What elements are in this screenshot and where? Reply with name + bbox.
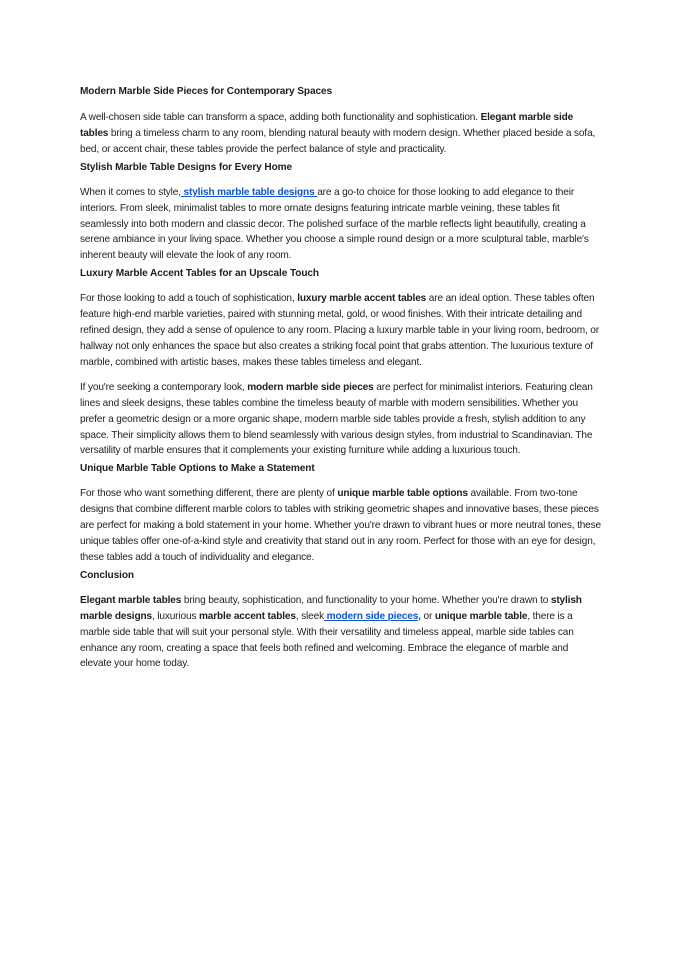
section-heading-stylish: Stylish Marble Table Designs for Every Home bbox=[80, 161, 293, 173]
luxury-bold-1: luxury marble accent tables bbox=[297, 293, 427, 305]
intro-bold-1: Elegant marble side tables bbox=[80, 112, 574, 139]
luxury-text-1: For those looking to add a touch of sophistication, bbox=[80, 293, 298, 305]
conclusion-bold-3: marble accent tables bbox=[198, 610, 296, 622]
stylish-text-2: are a go-to choice for those looking to add elegance to their interiors. From sleek, minimalist tables to more ornate designs featuring intricate marble veining, these tables fit seamlessly into both modern and classic decor. The polished surface of the marble reflects light beautifully, creating a serene ambiance in your living space. Whether you choose a simple round design or a more sculptural table, marble's inherent beauty will elevate the look of any room. bbox=[80, 186, 589, 262]
stylish-paragraph bbox=[80, 185, 602, 265]
conclusion-bold-4: unique marble table bbox=[434, 610, 528, 622]
luxury-text-2: are an ideal option. These tables often feature high-end marble varieties, paired with stunning metal, gold, or wood finishes. With their intricate detailing and refined design, they add a sense of opulence to any room. Placing a luxury marble table in your living room, bedroom, or hallway not only enhances the space but also creates a striking focal point that grabs attention. The luxurious texture of marble, combined with artistic bases, makes these tables timeless and elegant. bbox=[80, 293, 599, 368]
modern-text-1: If you're seeking a contemporary look, bbox=[80, 381, 248, 393]
conclusion-text-1: bring beauty, sophistication, and functionality to your home. Whether you're drawn to bbox=[181, 594, 551, 606]
stylish-marble-table-designs-link[interactable]: stylish marble table designs bbox=[180, 186, 318, 198]
conclusion-text-4: or bbox=[420, 610, 435, 622]
section-heading-conclusion: Conclusion bbox=[80, 569, 134, 581]
conclusion-text-3: , sleek bbox=[295, 610, 324, 622]
conclusion-bold-1: Elegant marble tables bbox=[80, 594, 182, 606]
conclusion-bold-2: stylish marble designs bbox=[80, 594, 582, 622]
intro-text-2: bring a timeless charm to any room, blending natural beauty with modern design. Whether placed beside a sofa, bed, or accent chair, these tables provide the perfect balance of style and practicality. bbox=[80, 127, 596, 155]
modern-text-2: are perfect for minimalist interiors. Featuring clean lines and sleek designs, these tables combine the timeless beauty of marble with modern sensibilities. Whether you prefer a geometric design or a more organic shape, modern marble side tables provide a fresh, stylish addition to any space. Their simplicity allows them to blend seamlessly with various design styles, from industrial to Scandinavian. The versatility of marble ensures that it complements your existing furniture while adding a luxurious touch. bbox=[80, 381, 593, 457]
intro-text-1: A well-chosen side table can transform a space, adding both functionality and sophistication. bbox=[80, 112, 481, 123]
unique-bold-1: unique marble table options bbox=[337, 488, 468, 500]
modern-paragraph bbox=[80, 380, 602, 460]
intro-paragraph bbox=[80, 110, 602, 158]
conclusion-text-2: , luxurious bbox=[151, 610, 199, 622]
unique-text-1: For those who want something different, there are plenty of bbox=[80, 488, 338, 500]
luxury-paragraph bbox=[80, 291, 602, 371]
page-title: Modern Marble Side Pieces for Contemporary Spaces bbox=[80, 86, 333, 97]
unique-paragraph bbox=[80, 486, 602, 566]
modern-side-pieces-link[interactable]: modern side pieces, bbox=[323, 610, 421, 622]
unique-text-2: available. From two-tone designs that combine different marble colors to tables with striking geometric shapes and innovative bases, these pieces are perfect for making a bold statement in your home. Whether you're drawn to vibrant hues or more neutral tones, these unique tables offer one-of-a-kind style and creativity that stand out in any room. Perfect for those with an eye for design, these tables add a touch of individuality and elegance. bbox=[80, 488, 602, 563]
stylish-text-1: When it comes to style, bbox=[80, 186, 181, 198]
section-heading-luxury: Luxury Marble Accent Tables for an Upscale Touch bbox=[80, 268, 320, 280]
conclusion-paragraph bbox=[80, 593, 602, 673]
conclusion-text-5: , there is a marble side table that will suit your personal style. With their versatility and timeless appeal, marble side tables can enhance any room, creating a space that feels both refined and welcoming. Embrace the elegance of marble and elevate your home today. bbox=[80, 610, 574, 670]
section-heading-unique: Unique Marble Table Options to Make a Statement bbox=[80, 463, 315, 475]
document-body bbox=[80, 84, 602, 672]
modern-bold-1: modern marble side pieces bbox=[247, 381, 374, 393]
